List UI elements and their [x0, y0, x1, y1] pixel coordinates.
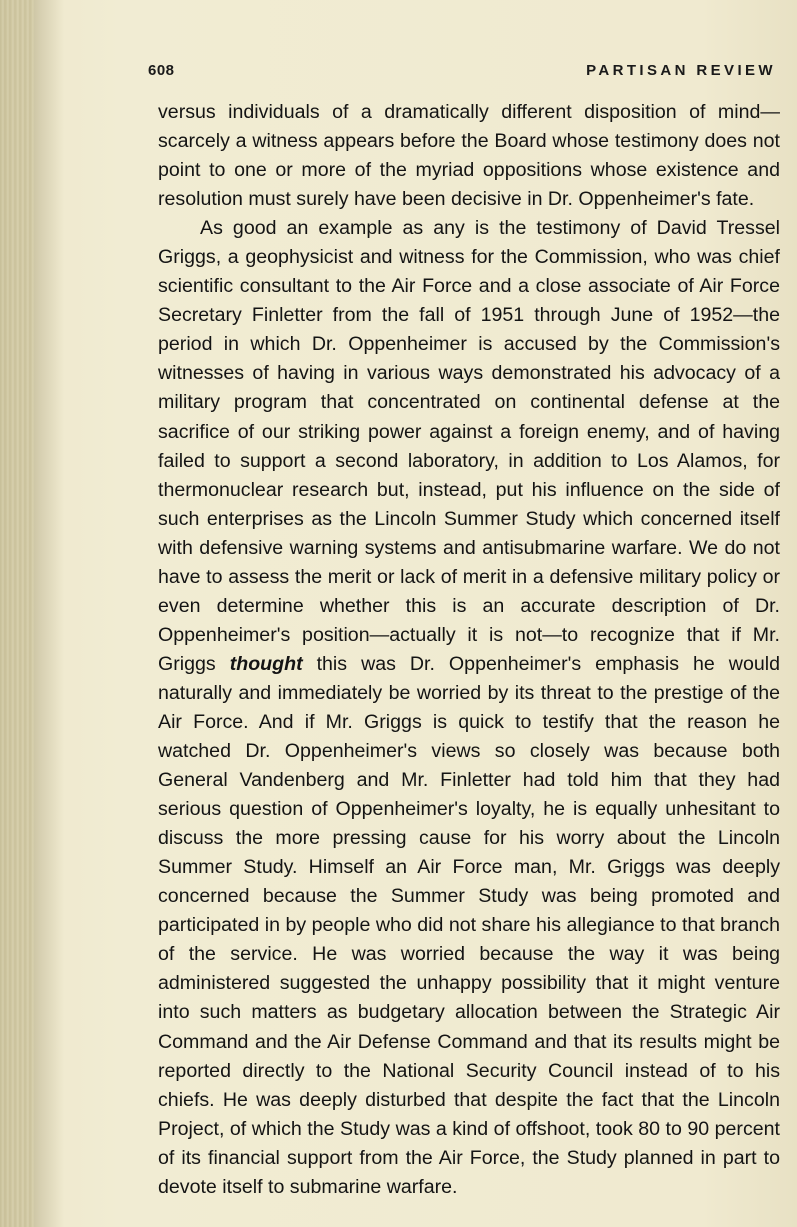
paragraph-2-text-before: As good an example as any is the testimony of David Tressel Griggs, a geophysicist and witness for the Commission, who was chief scientific consultant to the Air Force and a close associate of Air Force Secretary Finletter from the fall of 1951 through June of 1952—the period in which Dr. Oppenheimer is accused by the Commission's witnesses of having in various ways demonstrated his advocacy of a military program that concentrated on continental defense at the sacrifice of our striking power against a foreign enemy, and of having failed to support a second laboratory, in addition to Los Alamos, for thermonuclear research but, instead, put his influence on the side of such enterprises as the Lincoln Summer Study which concerned itself with defensive warning systems and antisubmarine warfare. We do not have to assess the merit or lack of merit in a defensive military policy or even determine whether this is an accurate description of Dr. Oppenheimer's position—actually it is not—to recognize that if Mr. Griggs — [158, 217, 780, 675]
paragraph-1-text: versus individuals of a dramatically different disposition of mind— scarcely a witness appears before the Board whose testimony does not point to one or more of the myriad oppositions whose existence and resolution must surely have been decisive in Dr. Oppenheimer's fate. — [158, 101, 780, 211]
running-head: PARTISAN REVIEW — [586, 62, 776, 79]
binding-shadow — [34, 0, 64, 1227]
body-text — [158, 98, 780, 1202]
page-header — [148, 62, 780, 86]
emphasized-word: thought — [229, 652, 303, 675]
page-number: 608 — [148, 62, 175, 79]
page-binding-edge — [0, 0, 34, 1227]
paragraph-2 — [158, 214, 780, 1202]
paragraph-2-text-after: this was Dr. Oppenheimer's emphasis he would naturally and immediately be worried by its threat to the prestige of the Air Force. And if Mr. Griggs is quick to testify that the reason he watched Dr. Oppenheimer's views so closely was because both General Vandenberg and Mr. Finletter had told him that they had serious question of Oppenheimer's loyalty, he is equally unhesitant to discuss the more pressing cause for his worry about the Lincoln Summer Study. Himself an Air Force man, Mr. Griggs was deeply concerned because the Summer Study was being promoted and participated in by people who did not share his allegiance to that branch of the service. He was worried because the way it was being administered suggested the unhappy possibility that it might venture into such matters as budgetary allocation between the Strategic Air Command and the Air Defense Command and that its results might be reported directly to the National Security Council instead of to his chiefs. He was deeply disturbed that despite the fact that the Lincoln Project, of which the Study was a kind of offshoot, took 80 to 90 percent of its financial support from the Air Force, the Study planned in part to devote itself to submarine warfare. — [158, 652, 780, 1198]
paragraph-1 — [158, 98, 780, 214]
